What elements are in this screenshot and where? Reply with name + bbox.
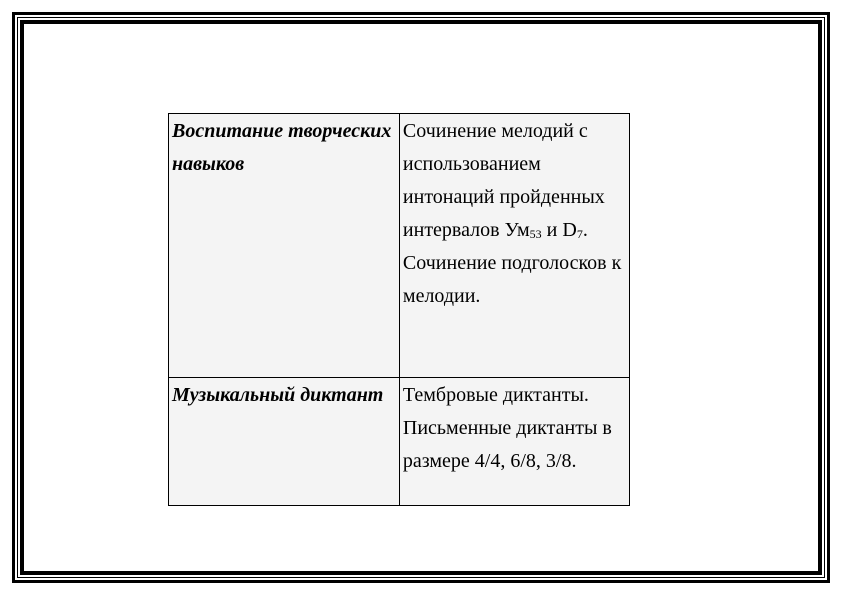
content-text: Сочинение мелодий с использованием интонаций пройденных интервалов Ум: [402, 120, 605, 241]
topic-cell: Воспитание творческих навыков: [169, 114, 400, 378]
content-text: . Сочинение подголосков к мелодии.: [402, 219, 622, 307]
content-text: Тембровые диктанты. Письменные диктанты в размере 4/4, 6/8, 3/8.: [402, 384, 612, 472]
content-cell: [399, 378, 629, 506]
topic-cell: Музыкальный диктант: [169, 378, 400, 506]
content-text: и D: [541, 219, 577, 241]
content-cell: [399, 114, 629, 378]
interval-subscript: 53: [529, 227, 542, 241]
table-row: [169, 378, 630, 506]
table-row: [169, 114, 630, 378]
chord-subscript: 7: [576, 227, 583, 241]
curriculum-table: [168, 113, 630, 506]
